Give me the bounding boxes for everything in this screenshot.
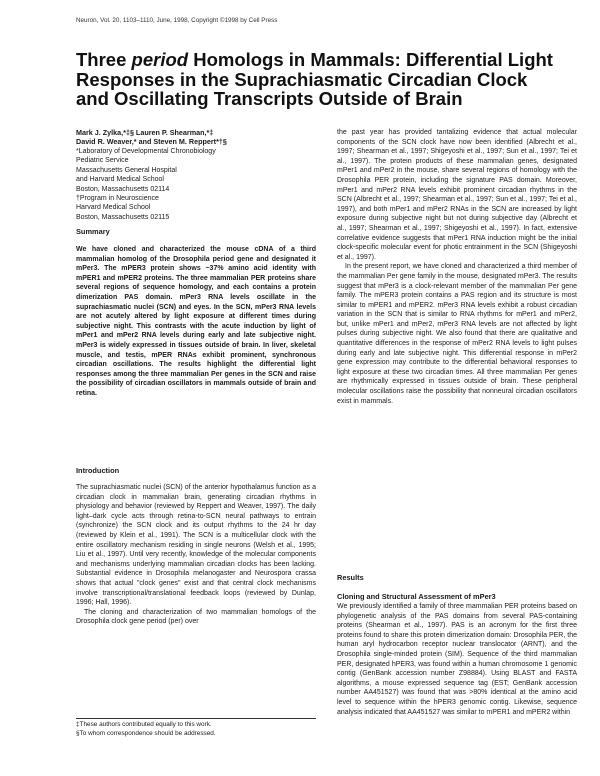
- journal-citation: Neuron, Vol. 20, 1103–1110, June, 1998, Copyright ©1998 by Cell Press: [76, 17, 278, 24]
- footnote-equal-contribution: ‡These authors contributed equally to this work.: [76, 721, 212, 728]
- results-heading: Results: [337, 573, 364, 582]
- footnote-correspondence: §To whom correspondence should be addressed.: [76, 729, 216, 737]
- affiliation-line: Boston, Massachusetts 02115: [76, 213, 170, 221]
- intro-paragraph-2: The cloning and characterization of two mammalian homologs of the Drosophila clock gene period (per) over: [76, 608, 316, 626]
- affiliation-line: and Harvard Medical School: [76, 176, 164, 184]
- affiliations: [76, 147, 316, 222]
- author-line: David R. Weaver,* and Steven M. Reppert*†§: [76, 137, 227, 147]
- affiliation-line: Harvard Medical School: [76, 204, 151, 212]
- results-section: [337, 602, 577, 717]
- summary-heading: Summary: [76, 227, 110, 236]
- introduction-section: [76, 483, 316, 627]
- author-line: Mark J. Zylka,*‡§ Lauren P. Shearman,*‡: [76, 128, 214, 137]
- introduction-heading: Introduction: [76, 466, 120, 475]
- intro-paragraph-1: The suprachiasmatic nuclei (SCN) of the anterior hypothalamus function as a circadian clock in mammalian brain, generating circadian rhythms in physiology and behavior (reviewed by Reppert and Weaver, 1997). The daily light–dark cycle acts through retina-to-SCN neural pathways to entrain (synchronize) the SCN clock and its output rhythms to the 24 hr day (reviewed by Klein et al., 1991). The SCN is a multicellular clock with the entire oscillatory mechanism residing in single neurons (Welsh et al., 1995; Liu et al., 1997). Until very recently, knowledge of the molecular components and mechanisms underlying mammalian circadian clocks has been lacking. Substantial evidence in Drosophila melanogaster and Neurospora crassa shows that actual "clock genes" exist and that central clock mechanisms involve transcriptional/translational feedback loops (reviewed by Dunlap, 1996; Hall, 1996).: [76, 484, 316, 607]
- footnotes: [76, 718, 316, 738]
- affiliation-line: †Program in Neuroscience: [76, 195, 159, 203]
- title-part-1: Three: [76, 49, 132, 70]
- article-title: [76, 50, 556, 109]
- summary-section: [76, 245, 316, 399]
- summary-paragraph: We have cloned and characterized the mouse cDNA of a third mammalian homolog of the Drosophila period gene and designated it mPer3. The mPER3 protein shows ~37% amino acid identity with mPER1 and mPER2 proteins. The three mammalian PER proteins share several regions of sequence homology, and each contains a protein dimerization PAS domain. mPer3 RNA levels oscillate in the suprachiasmatic nuclei (SCN) and eyes. In the SCN, mPer3 RNA levels are not acutely altered by light exposure at different times during subjective night. This contrasts with the acute induction by light of mPer1 and mPer2 RNA levels during early and late subjective night. mPer3 is widely expressed in tissues outside of brain. In liver, skeletal muscle, and testis, mPER RNAs exhibit prominent, synchronous circadian oscillations. The results highlight the differential light responses among the three mammalian Per genes in the SCN and raise the possibility of circadian oscillators in mammals outside of brain and retina.: [76, 246, 316, 397]
- right-column-text: [337, 128, 577, 406]
- affiliation-line: Pediatric Service: [76, 157, 129, 165]
- affiliation-line: Boston, Massachusetts 02114: [76, 185, 170, 193]
- author-list: [76, 128, 316, 147]
- title-part-2: Homologs in Mammals: Differential Light Responses in the Suprachiasmatic Circadian Clock and Oscillating Transcripts Outside of Brain: [76, 49, 553, 109]
- results-paragraph-1: We previously identified a family of three mammalian PER proteins based on phylogenetic analysis of the PAS domains from several PAS-containing proteins (Shearman et al., 1997). PAS is an acronym for the first three proteins found to share this protein dimerization domain: Drosophila PER, the human aryl hydrocarbon receptor nuclear translocator (ARNT), and the Drosophila single-minded protein (SIM). Sequence of the third mammalian PER, designated hPER3, was found within a human chromosome 1 genomic contig (GenBank accession number Z98884). Using BLAST and FASTA algorithms, a mouse expressed sequence tag (EST; GenBank accession number AA451527) was found that was >80% identical at the amino acid level to sequence within the hPER3 genomic contig. Likewise, sequence analysis indicated that AA451527 was similar to mPER1 and mPER2 within: [337, 603, 577, 716]
- affiliation-line: *Laboratory of Developmental Chronobiology: [76, 148, 216, 155]
- body-paragraph-2: In the present report, we have cloned and characterized a third member of the mammalian Per gene family in the mouse, designated mPer3. The results suggest that mPer3 is a clock-relevant member of the mammalian Per gene family. The mPER3 protein contains a PAS region and its structure is most similar to mPER1 and mPER2. mPer3 RNA levels exhibit a robust circadian variation in the SCN that is similar to RNA rhythms for mPer1 and mPer2, but, unlike mPer1 and mPer2, mPer3 RNA levels are not affected by light pulses during subjective night. We also found that there are qualitative and quantitative differences in the response of mPer2 RNA levels to light pulses during early and late subjective night. This differential response in mPer2 gene expression may contribute to the differential behavioral responses to light exposure at these two circadian times. All three mammalian Per genes are rhythmically expressed in tissues outside of brain. These peripheral molecular oscillations raise the possibility that nonneural circadian oscillators exist in mammals.: [337, 263, 577, 405]
- body-paragraph-1: the past year has provided tantalizing evidence that actual molecular components of the SCN clock have now been identified (Albrecht et al., 1997; Shearman et al., 1997; Shigeyoshi et al., 1997; Sun et al., 1997; Tei et al., 1997). The protein products of these mammalian genes, designated mPer1 and mPer2 in the mouse, share several regions of homology with the Drosophila PER protein, including the signature PAS domain. Moreover, mPer1 and mPer2 RNA levels exhibit prominent circadian rhythms in the SCN (Albrecht et al., 1997; Shearman et al., 1997; Sun et al., 1997; Tei et al., 1997), and both mPer1 and mPer2 RNAs in the SCN are increased by light exposure during subjective night but not during subjective day (Albrecht et al., 1997; Shearman et al., 1997; Shigeyoshi et al., 1997). In fact, extensive correlative evidence suggests that mPer1 RNA induction might be the initial clock-specific molecular event for photic entrainment in the SCN (Shigeyoshi et al., 1997).: [337, 129, 577, 261]
- cloning-subheading: Cloning and Structural Assessment of mPer3: [337, 592, 496, 601]
- affiliation-line: Massachusetts General Hospital: [76, 166, 177, 174]
- title-italic-period: period: [131, 49, 189, 70]
